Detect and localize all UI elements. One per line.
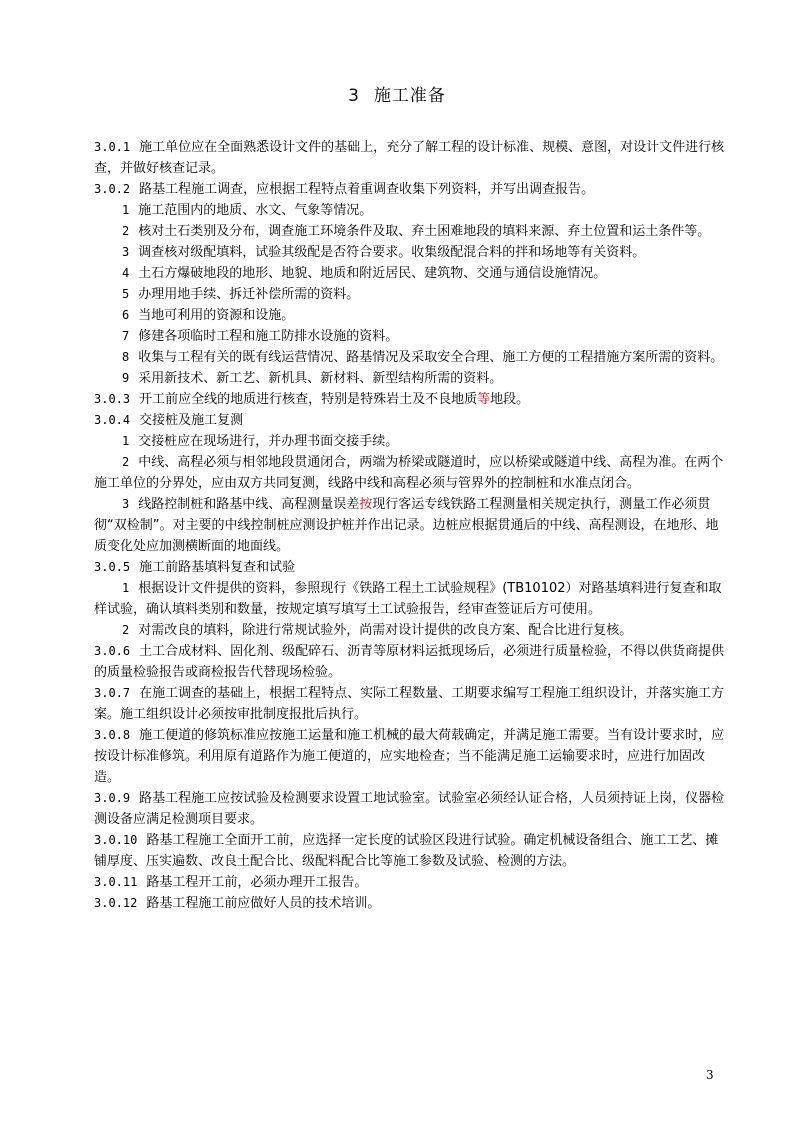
clause-text-tail: 地段。 bbox=[490, 392, 530, 407]
item-text: 收集与工程有关的既有线运营情况、路基情况及采取安全合理、施工方便的工程措施方案所需的资料。 bbox=[138, 350, 724, 365]
item-number: 8 bbox=[122, 350, 130, 364]
clause-text: 施工便道的修筑标准应按施工运量和施工机械的最大荷载确定，并满足施工需要。当有设计要求时，应按设计标准修筑。利用原有道路作为施工便道的，应实地检查；当不能满足施工运输要求时，应进行加固改造。 bbox=[94, 728, 725, 785]
item-text: 交接桩应在现场进行，并办理书面交接手续。 bbox=[138, 434, 399, 449]
item-3 bbox=[94, 242, 730, 263]
item-1 bbox=[94, 200, 730, 221]
clause-3-0-11 bbox=[94, 872, 730, 893]
clause-3-0-7 bbox=[94, 683, 730, 725]
item-1 bbox=[94, 431, 730, 452]
page-number: 3 bbox=[706, 1068, 714, 1082]
clause-3-0-12 bbox=[94, 893, 730, 914]
clause-text: 路基工程施工调查，应根据工程特点着重调查收集下列资料，并写出调查报告。 bbox=[139, 182, 595, 197]
item-8 bbox=[94, 347, 730, 368]
item-text-tail: 现行客运专线铁路工程测量相关规定执行，测量工作必须贯彻“双检制”。对主要的中线控制桩应测设护桩并作出记录。边桩应根据贯通后的中线、高程测设，在地形、地质变化处应加测横断面的地面线。 bbox=[94, 497, 719, 554]
document-body bbox=[94, 137, 730, 914]
item-number: 2 bbox=[122, 455, 130, 469]
highlighted-char: 按 bbox=[359, 497, 373, 512]
clause-number: 3.0.3 bbox=[94, 392, 131, 406]
item-text: 线路控制桩和路基中线、高程测量误差 bbox=[138, 497, 360, 512]
clause-text: 路基工程施工前应做好人员的技术培训。 bbox=[146, 896, 381, 911]
item-2 bbox=[94, 221, 730, 242]
clause-text: 在施工调查的基础上，根据工程特点、实际工程数量、工期要求编写工程施工组织设计，并落实施工方案。施工组织设计必须按审批制度报批后执行。 bbox=[94, 686, 725, 722]
item-2 bbox=[94, 620, 730, 641]
item-2 bbox=[94, 452, 730, 494]
item-number: 9 bbox=[122, 371, 130, 385]
item-text: 施工范围内的地质、水文、气象等情况。 bbox=[138, 203, 373, 218]
clause-number: 3.0.10 bbox=[94, 833, 138, 847]
clause-number: 3.0.9 bbox=[94, 791, 131, 805]
clause-3-0-8 bbox=[94, 725, 730, 788]
clause-text: 施工单位应在全面熟悉设计文件的基础上，充分了解工程的设计标准、规模、意图，对设计文件进行核查，并做好核查记录。 bbox=[94, 140, 725, 176]
item-4 bbox=[94, 263, 730, 284]
clause-3-0-2 bbox=[94, 179, 730, 200]
clause-number: 3.0.6 bbox=[94, 644, 131, 658]
clause-number: 3.0.8 bbox=[94, 728, 131, 742]
clause-3-0-5 bbox=[94, 557, 730, 578]
clause-text: 路基工程开工前，必须办理开工报告。 bbox=[146, 875, 368, 890]
clause-number: 3.0.11 bbox=[94, 875, 138, 889]
item-6 bbox=[94, 305, 730, 326]
clause-text: 开工前应全线的地质进行核查，特别是特殊岩土及不良地质 bbox=[139, 392, 478, 407]
clause-text: 交接桩及施工复测 bbox=[139, 413, 244, 428]
clause-number: 3.0.7 bbox=[94, 686, 131, 700]
clause-number: 3.0.1 bbox=[94, 140, 131, 154]
clause-text: 路基工程施工应按试验及检测要求设置工地试验室。试验室必须经认证合格，人员须持证上岗，仪器检测设备应满足检测项目要求。 bbox=[94, 791, 725, 827]
page-title bbox=[0, 84, 794, 108]
highlighted-char: 等 bbox=[477, 392, 491, 407]
clause-3-0-4 bbox=[94, 410, 730, 431]
item-text: 修建各项临时工程和施工防排水设施的资料。 bbox=[138, 329, 399, 344]
item-number: 3 bbox=[122, 245, 130, 259]
clause-3-0-6 bbox=[94, 641, 730, 683]
clause-number: 3.0.2 bbox=[94, 182, 131, 196]
clause-text: 路基工程施工全面开工前，应选择一定长度的试验区段进行试验。确定机械设备组合、施工工艺、摊铺厚度、压实遍数、改良土配合比、级配料配合比等施工参数及试验、检测的方法。 bbox=[94, 833, 719, 869]
item-number: 2 bbox=[122, 224, 130, 238]
item-number: 1 bbox=[122, 581, 130, 595]
item-7 bbox=[94, 326, 730, 347]
item-number: 4 bbox=[122, 266, 130, 280]
clause-number: 3.0.12 bbox=[94, 896, 138, 910]
clause-3-0-10 bbox=[94, 830, 730, 872]
item-5 bbox=[94, 284, 730, 305]
item-text: 土石方爆破地段的地形、地貌、地质和附近居民、建筑物、交通与通信设施情况。 bbox=[138, 266, 607, 281]
item-number: 6 bbox=[122, 308, 130, 322]
clause-number: 3.0.4 bbox=[94, 413, 131, 427]
item-number: 1 bbox=[122, 203, 130, 217]
clause-3-0-9 bbox=[94, 788, 730, 830]
item-number: 3 bbox=[122, 497, 130, 511]
item-number: 5 bbox=[122, 287, 130, 301]
clause-text: 土工合成材料、固化剂、级配碎石、沥青等原材料运抵现场后，必须进行质量检验，不得以供货商提供的质量检验报告或商检报告代替现场检验。 bbox=[94, 644, 725, 680]
chapter-number: 3 bbox=[348, 86, 360, 106]
item-text: 办理用地手续、拆迁补偿所需的资料。 bbox=[138, 287, 360, 302]
item-number: 1 bbox=[122, 434, 130, 448]
chapter-title: 施工准备 bbox=[373, 86, 446, 106]
item-text: 当地可利用的资源和设施。 bbox=[138, 308, 295, 323]
item-text: 对需改良的填料，除进行常规试验外，尚需对设计提供的改良方案、配合比进行复核。 bbox=[138, 623, 633, 638]
item-9 bbox=[94, 368, 730, 389]
item-text: 根据设计文件提供的资料，参照现行《铁路工程土工试验规程》(TB10102）对路基填料进行复查和取样试验，确认填料类别和数量，按规定填写填写土工试验报告，经审查签证后方可使用。 bbox=[94, 581, 722, 617]
clause-3-0-1 bbox=[94, 137, 730, 179]
clause-3-0-3 bbox=[94, 389, 730, 410]
item-text: 中线、高程必须与相邻地段贯通闭合，两端为桥梁或隧道时，应以桥梁或隧道中线、高程为准。在两个施工单位的分界处，应由双方共同复测，线路中线和高程必须与管界外的控制桩和水准点闭合。 bbox=[94, 455, 724, 491]
clause-number: 3.0.5 bbox=[94, 560, 131, 574]
item-number: 2 bbox=[122, 623, 130, 637]
clause-text: 施工前路基填料复查和试验 bbox=[139, 560, 296, 575]
item-text: 调查核对级配填料，试验其级配是否符合要求。收集级配混合料的拌和场地等有关资料。 bbox=[138, 245, 646, 260]
item-1 bbox=[94, 578, 730, 620]
item-text: 采用新技术、新工艺、新机具、新材料、新型结构所需的资料。 bbox=[138, 371, 503, 386]
item-number: 7 bbox=[122, 329, 130, 343]
item-3 bbox=[94, 494, 730, 557]
item-text: 核对土石类别及分布，调查施工环境条件及取、弃土困难地段的填料来源、弃土位置和运土条件等。 bbox=[138, 224, 711, 239]
